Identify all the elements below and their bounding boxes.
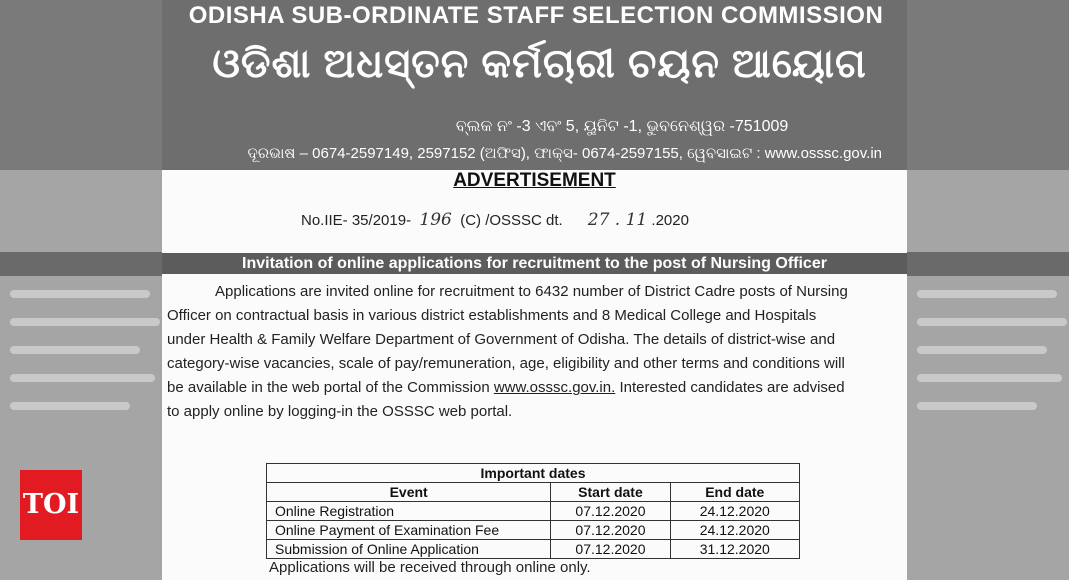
online-only-note: Applications will be received through online only. xyxy=(269,559,591,576)
column-header: Start date xyxy=(551,483,670,502)
body-line: to apply online by logging-in the OSSSC web portal. xyxy=(167,403,513,420)
handwritten-date: 27 . 11 xyxy=(587,210,648,230)
org-name-odia: ଓଡିଶା ଅଧସ୍ତନ କର୍ମଚାରୀ ଚୟନ ଆୟୋଗ xyxy=(212,42,867,86)
advertisement-title: ADVERTISEMENT xyxy=(453,170,616,191)
end-date-cell: 24.12.2020 xyxy=(670,502,799,521)
letterhead xyxy=(162,0,907,170)
table-row xyxy=(267,502,800,521)
handwritten-number: 196 xyxy=(419,210,452,230)
background-right xyxy=(907,0,1069,580)
body-line: under Health & Family Welfare Department of Government of Odisha. The details of district-wise and xyxy=(167,331,836,348)
table-header-row xyxy=(267,483,800,502)
reference-number: No.IIE- 35/2019- 196 (C) /OSSSC dt. 27 . 11 .2020 xyxy=(301,210,689,230)
important-dates-table xyxy=(266,463,800,559)
column-header: End date xyxy=(670,483,799,502)
body-line: be available in the web portal of the Commission www.osssc.gov.in. Interested candidates are advised xyxy=(167,379,845,396)
start-date-cell: 07.12.2020 xyxy=(551,540,670,559)
advertisement-body xyxy=(167,280,907,424)
osssc-website-link[interactable]: www.osssc.gov.in. xyxy=(493,379,616,396)
end-date-cell: 31.12.2020 xyxy=(670,540,799,559)
body-line: category-wise vacancies, scale of pay/remuneration, age, eligibility and other terms and conditions will xyxy=(167,355,845,372)
org-address: ବ୍ଲକ ନଂ -3 ଏବଂ 5, ୟୁନିଟ -1, ଭୁବନେଶ୍ୱର -751009 xyxy=(455,118,789,135)
table-row xyxy=(267,540,800,559)
event-cell: Submission of Online Application xyxy=(267,540,551,559)
body-line: Officer on contractual basis in various district establishments and 8 Medical College and Hospitals xyxy=(167,307,817,324)
column-header: Event xyxy=(267,483,551,502)
table-row xyxy=(267,521,800,540)
start-date-cell: 07.12.2020 xyxy=(551,521,670,540)
end-date-cell: 24.12.2020 xyxy=(670,521,799,540)
table-caption: Important dates xyxy=(267,464,800,483)
invitation-banner: Invitation of online applications for recruitment to the post of Nursing Officer xyxy=(162,253,907,274)
org-contact: ଦୂରଭାଷ – 0674-2597149, 2597152 (ଅଫିସ), ଫାକ୍ସ- 0674-2597155, ୱେବସାଇଟ : www.osssc.gov.in xyxy=(247,145,882,162)
toi-logo: TOI xyxy=(20,470,82,540)
event-cell: Online Payment of Examination Fee xyxy=(267,521,551,540)
start-date-cell: 07.12.2020 xyxy=(551,502,670,521)
advertisement-document xyxy=(162,0,907,580)
org-name-english: ODISHA SUB-ORDINATE STAFF SELECTION COMMISSION xyxy=(188,2,884,29)
event-cell: Online Registration xyxy=(267,502,551,521)
body-line: Applications are invited online for recruitment to 6432 number of District Cadre posts of Nursing xyxy=(215,283,848,300)
